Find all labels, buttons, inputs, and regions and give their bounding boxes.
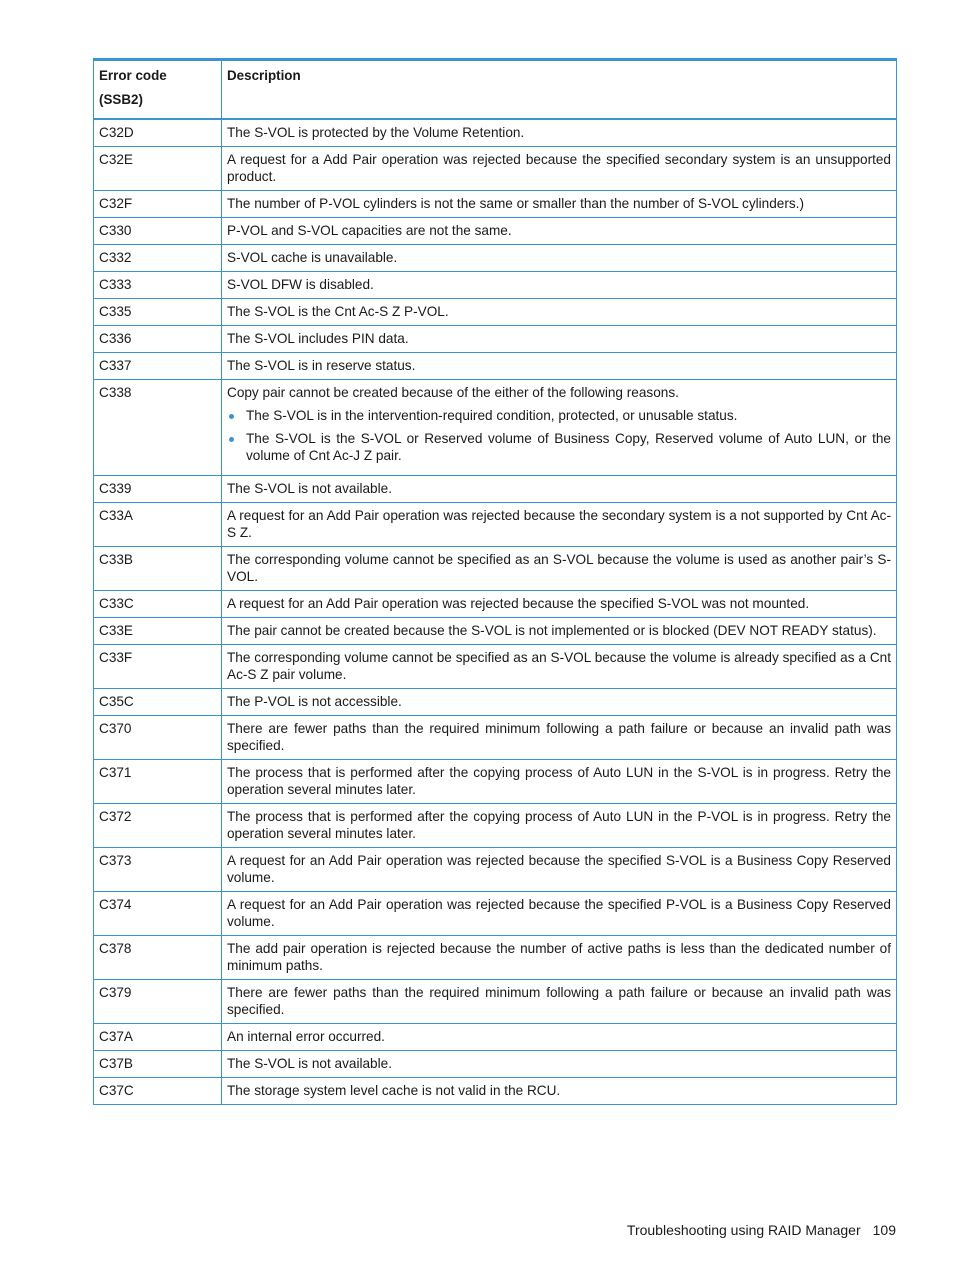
description-cell: [222, 716, 897, 760]
description-cell: [222, 689, 897, 716]
header-error-code-line1: Error code: [99, 68, 167, 83]
table-body: [94, 119, 897, 1105]
error-code-cell: C33E: [94, 618, 222, 645]
error-code-cell: C332: [94, 245, 222, 272]
description-text: A request for a Add Pair operation was rejected because the specified secondary system is an unsupported product.: [227, 152, 891, 184]
reason-list: [227, 407, 891, 464]
description-cell: [222, 147, 897, 191]
description-cell: [222, 591, 897, 618]
error-code-cell: C370: [94, 716, 222, 760]
description-cell: [222, 618, 897, 645]
table-row: [94, 591, 897, 618]
description-cell: [222, 476, 897, 503]
description-text: The S-VOL is not available.: [227, 1056, 392, 1071]
error-code-cell: C37A: [94, 1024, 222, 1051]
table-row: [94, 245, 897, 272]
error-code-cell: C378: [94, 936, 222, 980]
table-row: [94, 380, 897, 476]
description-text: An internal error occurred.: [227, 1029, 385, 1044]
table-row: [94, 1051, 897, 1078]
error-code-cell: C32D: [94, 119, 222, 147]
header-description: Description: [222, 60, 897, 120]
table-row: [94, 848, 897, 892]
description-cell: [222, 1051, 897, 1078]
table-row: [94, 618, 897, 645]
table-row: [94, 1024, 897, 1051]
reason-list-item: The S-VOL is in the intervention-required condition, protected, or unusable status.: [227, 407, 891, 424]
error-code-cell: C337: [94, 353, 222, 380]
table-row: [94, 326, 897, 353]
error-code-cell: C336: [94, 326, 222, 353]
description-cell: [222, 1024, 897, 1051]
table-row: [94, 191, 897, 218]
error-code-cell: C37B: [94, 1051, 222, 1078]
reason-list-item: The S-VOL is the S-VOL or Reserved volume of Business Copy, Reserved volume of Auto LUN, or the volume of Cnt Ac-J Z pair.: [227, 430, 891, 464]
error-code-cell: C372: [94, 804, 222, 848]
footer-section-title: Troubleshooting using RAID Manager: [626, 1222, 861, 1238]
table-row: [94, 353, 897, 380]
error-code-cell: C339: [94, 476, 222, 503]
description-text: A request for an Add Pair operation was rejected because the specified P-VOL is a Business Copy Reserved volume.: [227, 897, 891, 929]
description-text: There are fewer paths than the required minimum following a path failure or because an invalid path was specified.: [227, 985, 891, 1017]
table-row: [94, 980, 897, 1024]
description-cell: [222, 272, 897, 299]
table-row: [94, 645, 897, 689]
description-text: The P-VOL is not accessible.: [227, 694, 402, 709]
page-number: 109: [872, 1222, 896, 1238]
description-text: The process that is performed after the copying process of Auto LUN in the S-VOL is in progress. Retry the operation several minutes later.: [227, 765, 891, 797]
table-row: [94, 147, 897, 191]
header-error-code-line2: (SSB2): [99, 92, 143, 107]
table-row: [94, 804, 897, 848]
description-cell: [222, 503, 897, 547]
description-text: The number of P-VOL cylinders is not the same or smaller than the number of S-VOL cylinders.): [227, 196, 804, 211]
description-text: The add pair operation is rejected because the number of active paths is less than the dedicated number of minimum paths.: [227, 941, 891, 973]
description-cell: [222, 848, 897, 892]
error-code-cell: C32E: [94, 147, 222, 191]
table-header-row: [94, 60, 897, 120]
description-text: The corresponding volume cannot be specified as an S-VOL because the volume is already specified as a Cnt Ac-S Z pair volume.: [227, 650, 891, 682]
error-code-table: [93, 58, 897, 1105]
description-text: A request for an Add Pair operation was rejected because the specified S-VOL was not mounted.: [227, 596, 810, 611]
description-cell: [222, 119, 897, 147]
description-text: P-VOL and S-VOL capacities are not the same.: [227, 223, 512, 238]
table-row: [94, 760, 897, 804]
description-cell: [222, 353, 897, 380]
error-code-cell: C330: [94, 218, 222, 245]
description-text: The S-VOL includes PIN data.: [227, 331, 409, 346]
error-code-cell: C33C: [94, 591, 222, 618]
description-text: The S-VOL is protected by the Volume Retention.: [227, 125, 525, 140]
error-code-cell: C373: [94, 848, 222, 892]
description-cell: [222, 547, 897, 591]
error-code-cell: C371: [94, 760, 222, 804]
description-text: The S-VOL is not available.: [227, 481, 392, 496]
table-row: [94, 892, 897, 936]
table-row: [94, 689, 897, 716]
description-text: There are fewer paths than the required minimum following a path failure or because an invalid path was specified.: [227, 721, 891, 753]
table-row: [94, 476, 897, 503]
table-row: [94, 218, 897, 245]
table-row: [94, 272, 897, 299]
description-text: The corresponding volume cannot be specified as an S-VOL because the volume is used as another pair’s S-VOL.: [227, 552, 891, 584]
error-code-cell: C33A: [94, 503, 222, 547]
error-code-cell: C379: [94, 980, 222, 1024]
error-code-cell: C333: [94, 272, 222, 299]
description-cell: [222, 1078, 897, 1105]
description-text: A request for an Add Pair operation was rejected because the secondary system is a not supported by Cnt Ac-S Z.: [227, 508, 891, 540]
error-code-cell: C35C: [94, 689, 222, 716]
description-text: The process that is performed after the copying process of Auto LUN in the P-VOL is in progress. Retry the operation several minutes later.: [227, 809, 891, 841]
error-code-cell: C32F: [94, 191, 222, 218]
description-text: S-VOL cache is unavailable.: [227, 250, 398, 265]
description-text: The pair cannot be created because the S-VOL is not implemented or is blocked (DEV NOT READY status).: [227, 623, 877, 638]
table-row: [94, 936, 897, 980]
description-text: A request for an Add Pair operation was rejected because the specified S-VOL is a Business Copy Reserved volume.: [227, 853, 891, 885]
header-error-code: [94, 60, 222, 120]
description-cell: [222, 299, 897, 326]
error-code-cell: C33F: [94, 645, 222, 689]
description-cell: [222, 380, 897, 476]
error-code-cell: C335: [94, 299, 222, 326]
description-cell: [222, 804, 897, 848]
description-cell: [222, 892, 897, 936]
error-code-cell: C37C: [94, 1078, 222, 1105]
description-cell: [222, 245, 897, 272]
description-cell: [222, 980, 897, 1024]
table-row: [94, 1078, 897, 1105]
description-cell: [222, 191, 897, 218]
description-text: S-VOL DFW is disabled.: [227, 277, 374, 292]
description-cell: [222, 760, 897, 804]
table-row: [94, 119, 897, 147]
description-text: The S-VOL is the Cnt Ac-S Z P-VOL.: [227, 304, 449, 319]
description-text: The S-VOL is in reserve status.: [227, 358, 416, 373]
description-text: Copy pair cannot be created because of the either of the following reasons.: [227, 385, 679, 400]
table-row: [94, 716, 897, 760]
description-cell: [222, 326, 897, 353]
description-cell: [222, 936, 897, 980]
page-footer: [627, 1222, 896, 1238]
table-row: [94, 299, 897, 326]
description-text: The storage system level cache is not valid in the RCU.: [227, 1083, 561, 1098]
description-cell: [222, 218, 897, 245]
description-cell: [222, 645, 897, 689]
error-code-cell: C33B: [94, 547, 222, 591]
error-code-cell: C338: [94, 380, 222, 476]
table-row: [94, 503, 897, 547]
error-code-cell: C374: [94, 892, 222, 936]
table-row: [94, 547, 897, 591]
